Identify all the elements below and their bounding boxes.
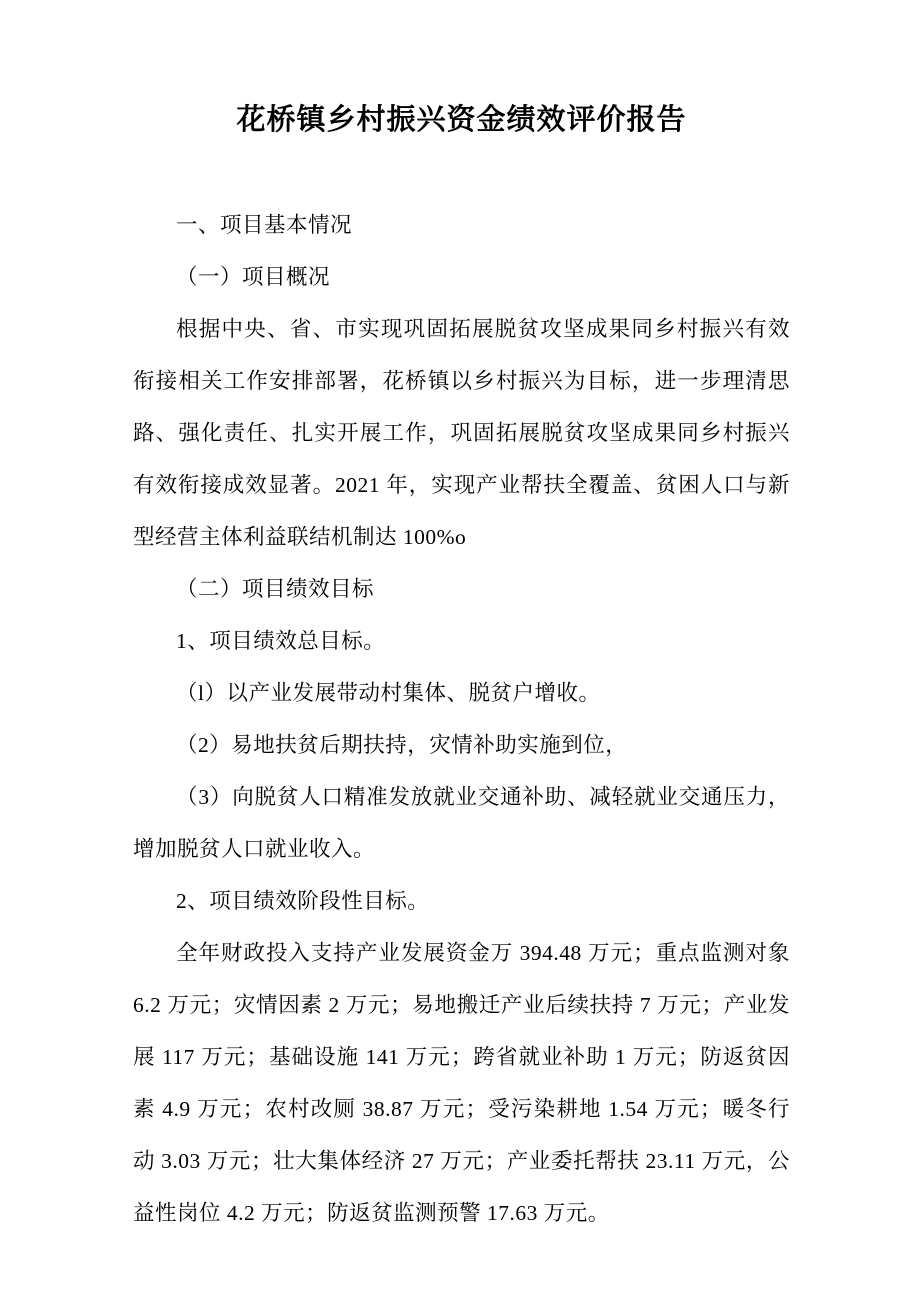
paragraph: 全年财政投入支持产业发展资金万 394.48 万元；重点监测对象 6.2 万元；灾情因素 2 万元；易地搬迁产业后续扶持 7 万元；产业发展 117 万元；基础设施 141 万元；跨省就业补助 1 万元；防返贫因素 4.9 万元；农村改厕 38.87 万元；受污染耕地 1.54 万元；暖冬行动 3.03 万元；壮大集体经济 27 万元；产业委托帮扶 23.11 万元，公益性岗位 4.2 万元；防返贫监测预警 17.63 万元。 xyxy=(133,940,790,1225)
list-item: （2）易地扶贫后期扶持，灾情补助实施到位， xyxy=(176,732,628,757)
subsection-heading: （一）项目概况 xyxy=(176,264,331,289)
doc-body xyxy=(133,199,790,1239)
section-heading: 一、项目基本情况 xyxy=(176,212,353,237)
list-item: （l）以产业发展带动村集体、脱贫户增收。 xyxy=(176,680,601,705)
list-item: （3）向脱贫人口精准发放就业交通补助、减轻就业交通压力，增加脱贫人口就业收入。 xyxy=(133,784,790,861)
list-heading: 1、项目绩效总目标。 xyxy=(176,628,386,653)
paragraph: 根据中央、省、市实现巩固拓展脱贫攻坚成果同乡村振兴有效衔接相关工作安排部署，花桥镇以乡村振兴为目标，进一步理清思路、强化责任、扎实开展工作，巩固拓展脱贫攻坚成果同乡村振兴有效衔接成效显著。2021 年，实现产业帮扶全覆盖、贫困人口与新型经营主体利益联结机制达 100%o xyxy=(133,316,790,549)
subsection-heading: （二）项目绩效目标 xyxy=(176,576,375,601)
list-heading: 2、项目绩效阶段性目标。 xyxy=(176,888,430,913)
doc-title: 花桥镇乡村振兴资金绩效评价报告 xyxy=(236,104,687,136)
